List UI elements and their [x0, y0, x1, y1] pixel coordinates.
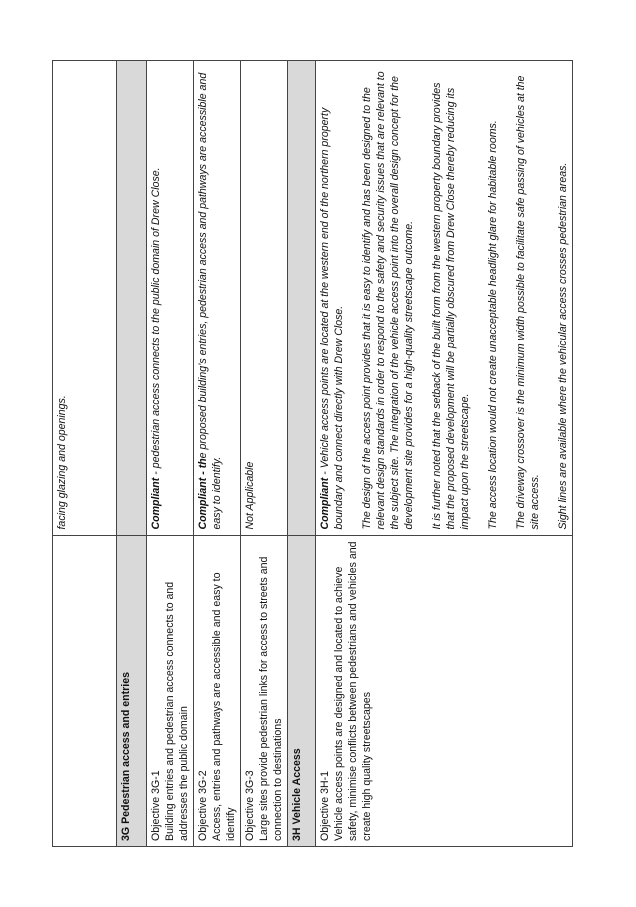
row-top-right: facing glazing and openings.	[53, 61, 117, 536]
table-row	[147, 61, 194, 847]
section-title-3h: 3H Vehicle Access	[288, 535, 316, 846]
table-row	[194, 61, 241, 847]
section-row-3g	[117, 61, 147, 847]
section-fill-3h	[288, 61, 316, 536]
section-fill-3g	[117, 61, 147, 536]
objective-3g1	[147, 535, 194, 846]
status-3h1: Compliant	[319, 477, 331, 530]
objective-3h1-text: Vehicle access points are designed and located to achieve safety, minimise conflicts between pedestrians and vehicles and create high quality streetscapes	[333, 541, 373, 841]
table-row	[241, 61, 288, 847]
comment-3h1	[316, 61, 573, 536]
objective-3g3-text: Large sites provide pedestrian links for access to streets and connection to destinations	[258, 556, 284, 841]
rotated-page	[52, 60, 569, 847]
objective-3g1-id: Objective 3G-1	[150, 770, 162, 841]
comment-3h1-para3: It is further noted that the setback of the built form from the western property boundary provides that the proposed development will be partially obscured from Drew Close thereby reducing its impact upon the streetscape.	[431, 82, 471, 530]
comment-3h1-para2: The design of the access point provides that it is easy to identify and has been designed to the relevant design standards in order to respond to the safety and security issues that are relevant to the subject site. The integration of the vehicle access point into the overall design concept for the development site provides for a high-quality streetscape outcome.	[361, 71, 415, 530]
comment-3g3: Not Applicable	[241, 61, 288, 536]
row-top-left	[53, 535, 117, 846]
objective-3g1-text: Building entries and pedestrian access connects to and addresses the public domain	[164, 581, 190, 841]
comment-3h1-para4: The access location would not create unacceptable headlight glare for habitable rooms.	[487, 120, 499, 530]
table-row	[316, 61, 573, 847]
objective-3g2-text: Access, entries and pathways are accessible and easy to identify	[211, 572, 237, 841]
comment-3g1-text: - pedestrian access connects to the public domain of Drew Close.	[150, 167, 162, 478]
objective-3h1	[316, 535, 573, 846]
objective-3g2	[194, 535, 241, 846]
comment-3h1-para6: Sight lines are available where the vehicular access crosses pedestrian areas.	[557, 162, 569, 530]
design-guide-table	[52, 60, 573, 847]
objective-3g2-id: Objective 3G-2	[197, 770, 209, 841]
comment-3h1-para5: The driveway crossover is the minimum width possible to facilitate safe passing of vehicles at the site access.	[515, 75, 541, 530]
comment-3g2	[194, 61, 241, 536]
table-row	[53, 61, 117, 847]
objective-3g3	[241, 535, 288, 846]
comment-3h1-text1: - Vehicle access points are located at the western end of the northern property boundary and connect directly with Drew Close.	[319, 107, 345, 530]
objective-3h1-id: Objective 3H-1	[319, 770, 331, 841]
objective-3g3-id: Objective 3G-3	[244, 770, 256, 841]
comment-3h1-para1	[318, 66, 346, 530]
comment-3g2-text: e proposed building’s entries, pedestrian access and pathways are accessible and easy to identify.	[197, 72, 223, 530]
comment-3g1	[147, 61, 194, 536]
status-3g2: Compliant - th	[197, 458, 209, 530]
section-title-3g: 3G Pedestrian access and entries	[117, 535, 147, 846]
status-3g1: Compliant	[150, 477, 162, 530]
section-row-3h	[288, 61, 316, 847]
